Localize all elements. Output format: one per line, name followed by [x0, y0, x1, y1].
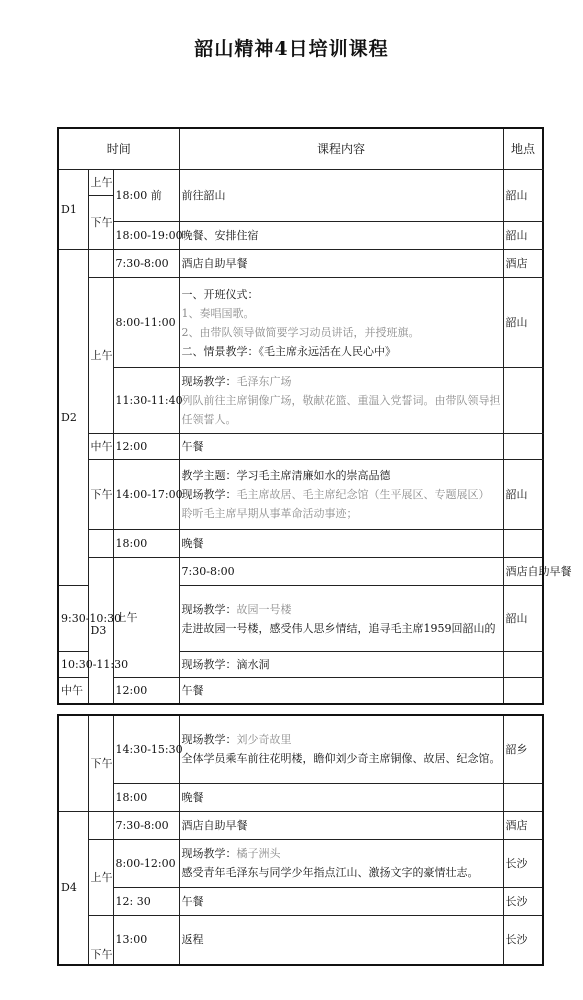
content-line: 现场教学：毛主席故居、毛主席纪念馆（生平展区、专题展区）: [181, 488, 490, 501]
table-row: [58, 839, 543, 887]
content-line: 1、奏唱国歌。: [181, 306, 255, 320]
time-cell: 11:30-11:40: [113, 368, 179, 434]
table-row: [58, 530, 543, 558]
place-cell: [503, 652, 543, 678]
table-row: [58, 678, 543, 704]
content-cell: 现场教学：滴水洞: [179, 652, 503, 678]
table-row: [58, 783, 543, 811]
time-cell: 12: 30: [113, 887, 179, 915]
day-label-d4: D4: [58, 811, 88, 965]
content-cell: 晚餐: [179, 783, 503, 811]
place-cell: 韶乡: [503, 715, 543, 783]
table-row: [58, 558, 543, 586]
period-pm: 下午: [88, 915, 113, 965]
content-line: 全体学员乘车前往花明楼，瞻仰刘少奇主席铜像、故居、纪念馆。: [181, 752, 501, 766]
table-row: [58, 250, 543, 278]
content-line: 列队前往主席铜像广场，敬献花篮、重温入党誓词。由带队领导担任领誓人。: [181, 394, 501, 426]
time-cell: 18:00: [113, 783, 179, 811]
period-pm: 下午: [88, 196, 113, 250]
content-cell: [179, 368, 503, 434]
content-cell: 酒店自助早餐: [503, 558, 543, 586]
content-cell: [179, 839, 503, 887]
day-label-d2: D2: [58, 250, 88, 586]
table-row: [58, 170, 543, 196]
time-cell: 7:30-8:00: [179, 558, 503, 586]
content-cell: [179, 460, 503, 530]
period-empty: [88, 811, 113, 839]
place-cell: 韶山: [503, 586, 543, 652]
period-pm: 下午: [88, 715, 113, 811]
day-label-d3: D3: [88, 558, 113, 704]
day-label-d1: D1: [58, 170, 88, 250]
time-cell: 8:00-12:00: [113, 839, 179, 887]
table-row: [58, 368, 543, 434]
time-cell: 10:30-11:30: [58, 652, 88, 678]
period-noon: 中午: [58, 678, 88, 704]
content-line: 现场教学：毛泽东广场: [181, 375, 292, 388]
content-line: 教学主题：学习毛主席清廉如水的崇高品德: [181, 469, 391, 482]
content-cell: 午餐: [179, 434, 503, 460]
content-cell: [179, 278, 503, 368]
place-cell: [503, 434, 543, 460]
content-line: 现场教学：故园一号楼: [181, 602, 292, 616]
period-empty: [88, 530, 113, 558]
time-cell: 12:00: [113, 434, 179, 460]
content-line: 现场教学：刘少奇故里: [181, 733, 292, 747]
time-cell: 14:30-15:30: [113, 715, 179, 783]
table-row: [58, 887, 543, 915]
schedule-table-part1: [57, 127, 572, 705]
content-cell: [179, 715, 503, 783]
table-header-row: [58, 128, 543, 170]
time-cell: 7:30-8:00: [113, 811, 179, 839]
header-time: 时间: [58, 128, 179, 170]
content-cell: 前往韶山: [179, 170, 503, 222]
table-row: [58, 811, 543, 839]
period-am: 上午: [113, 558, 179, 678]
table-row: [58, 222, 543, 250]
time-cell: 13:00: [113, 915, 179, 965]
content-cell: 酒店自助早餐: [179, 811, 503, 839]
place-cell: 长沙: [503, 887, 543, 915]
place-cell: 酒店: [503, 250, 543, 278]
header-place: 地点: [503, 128, 543, 170]
place-cell: 酒店: [503, 811, 543, 839]
content-cell: 酒店自助早餐: [179, 250, 503, 278]
place-cell: [503, 368, 543, 434]
day-label-empty: [58, 715, 88, 811]
page-title: 韶山精神4日培训课程: [194, 38, 389, 60]
place-cell: 长沙: [503, 915, 543, 965]
content-cell: 晚餐、安排住宿: [179, 222, 503, 250]
schedule-table-part2: [57, 714, 544, 966]
content-line: 走进故园一号楼，感受伟人思乡情结，追寻毛主席1959回韶山的: [181, 621, 496, 635]
period-empty: [88, 250, 113, 278]
place-cell: 韶山: [503, 278, 543, 368]
period-am: 上午: [88, 170, 113, 196]
place-cell: [503, 530, 543, 558]
time-cell: 12:00: [113, 678, 179, 704]
content-line: 二、情景教学：《毛主席永远活在人民心中》: [181, 344, 397, 358]
content-cell: 午餐: [179, 887, 503, 915]
time-cell: 9:30-10:30: [58, 586, 88, 652]
table-row: [58, 915, 543, 965]
table-row: [58, 715, 543, 783]
time-cell: 14:00-17:00: [113, 460, 179, 530]
place-cell: 长沙: [503, 839, 543, 887]
period-noon: 中午: [88, 434, 113, 460]
content-cell: 午餐: [179, 678, 503, 704]
table-row: [58, 278, 543, 368]
period-pm: 下午: [88, 460, 113, 530]
period-am: 上午: [88, 839, 113, 915]
content-cell: [179, 586, 503, 652]
time-cell: 7:30-8:00: [113, 250, 179, 278]
period-am: 上午: [88, 278, 113, 434]
place-cell: [503, 678, 543, 704]
table-row: [58, 460, 543, 530]
content-line: 感受青年毛泽东与同学少年指点江山、激扬文字的豪情壮志。: [181, 866, 479, 879]
place-cell: 韶山: [503, 222, 543, 250]
table-row: [58, 434, 543, 460]
time-cell: 18:00-19:00: [113, 222, 179, 250]
content-cell: 晚餐: [179, 530, 503, 558]
content-line: 现场教学：橘子洲头: [181, 847, 281, 860]
place-cell: 韶山: [503, 170, 543, 222]
content-cell: 返程: [179, 915, 503, 965]
time-cell: 18:00 前: [113, 170, 179, 222]
content-line: 一、开班仪式：: [181, 287, 259, 301]
time-cell: 18:00: [113, 530, 179, 558]
content-line: 聆听毛主席早期从事革命活动事迹；: [181, 507, 358, 520]
place-cell: [503, 783, 543, 811]
place-cell: 韶山: [503, 460, 543, 530]
content-line: 2、由带队领导做简要学习动员讲话，并授班旗。: [181, 325, 420, 339]
time-cell: 8:00-11:00: [113, 278, 179, 368]
header-content: 课程内容: [179, 128, 503, 170]
